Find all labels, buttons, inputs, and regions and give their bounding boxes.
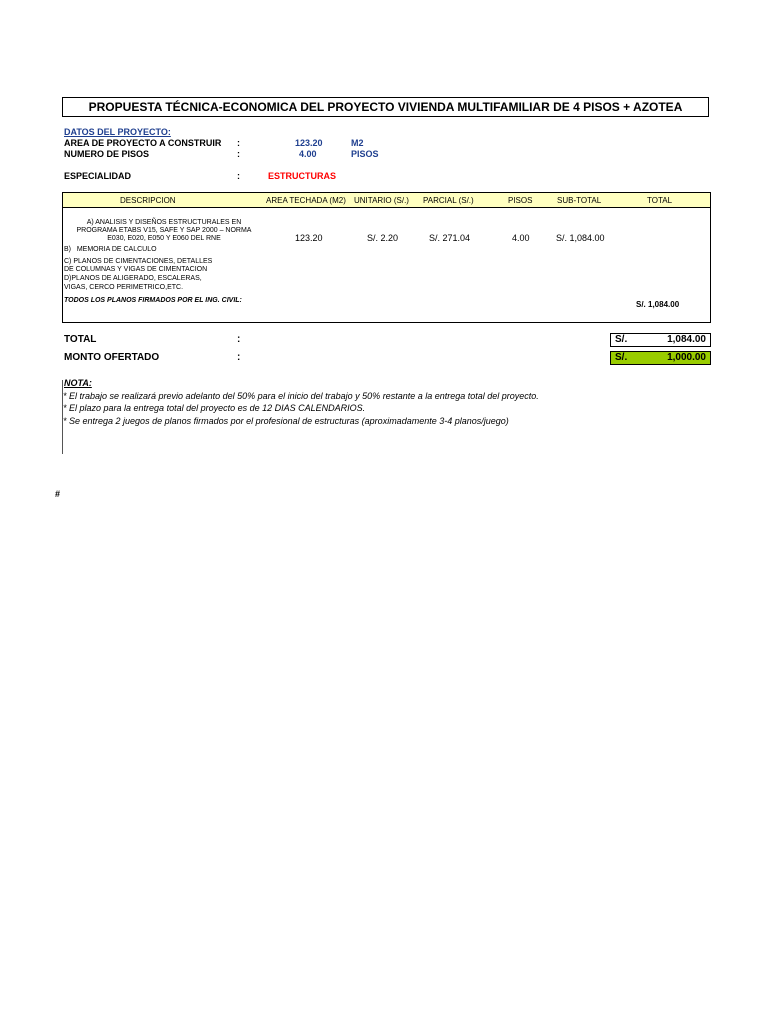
note-line-2: * El plazo para la entrega total del proyecto es de 12 DIAS CALENDARIOS. — [63, 403, 366, 413]
header-parcial: PARCIAL (S/.) — [423, 196, 474, 205]
header-total: TOTAL — [647, 196, 673, 205]
offer-label: MONTO OFERTADO — [64, 352, 160, 363]
desc-line-c1: C) PLANOS DE CIMENTACIONES, DETALLES — [64, 258, 213, 265]
cell-subtotal: S/. 1,084.00 — [556, 233, 605, 243]
notes-heading: NOTA: — [64, 378, 92, 388]
note-line-1: * El trabajo se realizará previo adelanto del 50% para el inicio del trabajo y 50% restante a la entrega total del proyecto. — [63, 391, 539, 401]
area-label: AREA DE PROYECTO A CONSTRUIR — [64, 138, 222, 148]
specialty-value: ESTRUCTURAS — [268, 171, 337, 181]
floors-label: NUMERO DE PISOS — [64, 149, 150, 159]
note-line-3: * Se entrega 2 juegos de planos firmados por el profesional de estructuras (aproximadamente 3-4 planos/juego) — [63, 416, 509, 426]
total-box — [610, 333, 711, 347]
area-unit: M2 — [351, 138, 364, 148]
desc-line-a3: E030, E020, E050 Y E060 DEL RNE — [107, 235, 221, 242]
area-colon: : — [237, 138, 240, 148]
total-label: TOTAL — [64, 334, 97, 345]
specialty-label: ESPECIALIDAD — [64, 171, 132, 181]
cell-pisos: 4.00 — [512, 233, 530, 243]
floors-unit: PISOS — [351, 149, 379, 159]
area-value: 123.20 — [295, 138, 323, 148]
desc-line-c2: DE COLUMNAS Y VIGAS DE CIMENTACION — [64, 266, 208, 273]
stray-mark: # — [55, 489, 61, 499]
page-title: PROPUESTA TÉCNICA-ECONOMICA DEL PROYECTO VIVIENDA MULTIFAMILIAR DE 4 PISOS + AZOTEA — [62, 97, 709, 117]
floors-colon: : — [237, 149, 240, 159]
header-subtotal: SUB-TOTAL — [557, 196, 602, 205]
total-currency: S/. — [615, 334, 628, 345]
header-area: AREA TECHADA (M2) — [266, 196, 346, 205]
specialty-colon: : — [237, 171, 240, 181]
header-pisos: PISOS — [508, 196, 533, 205]
header-unitario: UNITARIO (S/.) — [354, 196, 409, 205]
desc-line-b: B) MEMORIA DE CALCULO — [64, 246, 157, 253]
cell-area: 123.20 — [295, 233, 323, 243]
desc-line-a1: A) ANALISIS Y DISEÑOS ESTRUCTURALES EN — [86, 219, 242, 226]
cell-parcial: S/. 271.04 — [429, 233, 471, 243]
cell-unitario: S/. 2.20 — [367, 233, 399, 243]
offer-currency: S/. — [615, 352, 628, 363]
desc-line-c4: VIGAS, CERCO PERIMETRICO,ETC. — [64, 284, 184, 291]
offer-box — [610, 351, 711, 365]
offer-colon: : — [237, 352, 241, 363]
floors-value: 4.00 — [299, 149, 317, 159]
desc-line-c3: D)PLANOS DE ALIGERADO, ESCALERAS, — [64, 275, 202, 282]
header-descripcion: DESCRIPCION — [120, 196, 176, 205]
total-amount: 1,084.00 — [667, 334, 706, 345]
total-colon: : — [237, 334, 241, 345]
cell-total: S/. 1,084.00 — [636, 300, 680, 309]
desc-line-a2: PROGRAMA ETABS V15, SAFE Y SAP 2000 – NORMA — [76, 227, 252, 234]
signed-note: TODOS LOS PLANOS FIRMADOS POR EL ING. CIVIL: — [64, 297, 242, 304]
offer-amount: 1,000.00 — [667, 352, 706, 363]
project-section-label: DATOS DEL PROYECTO: — [64, 127, 171, 137]
